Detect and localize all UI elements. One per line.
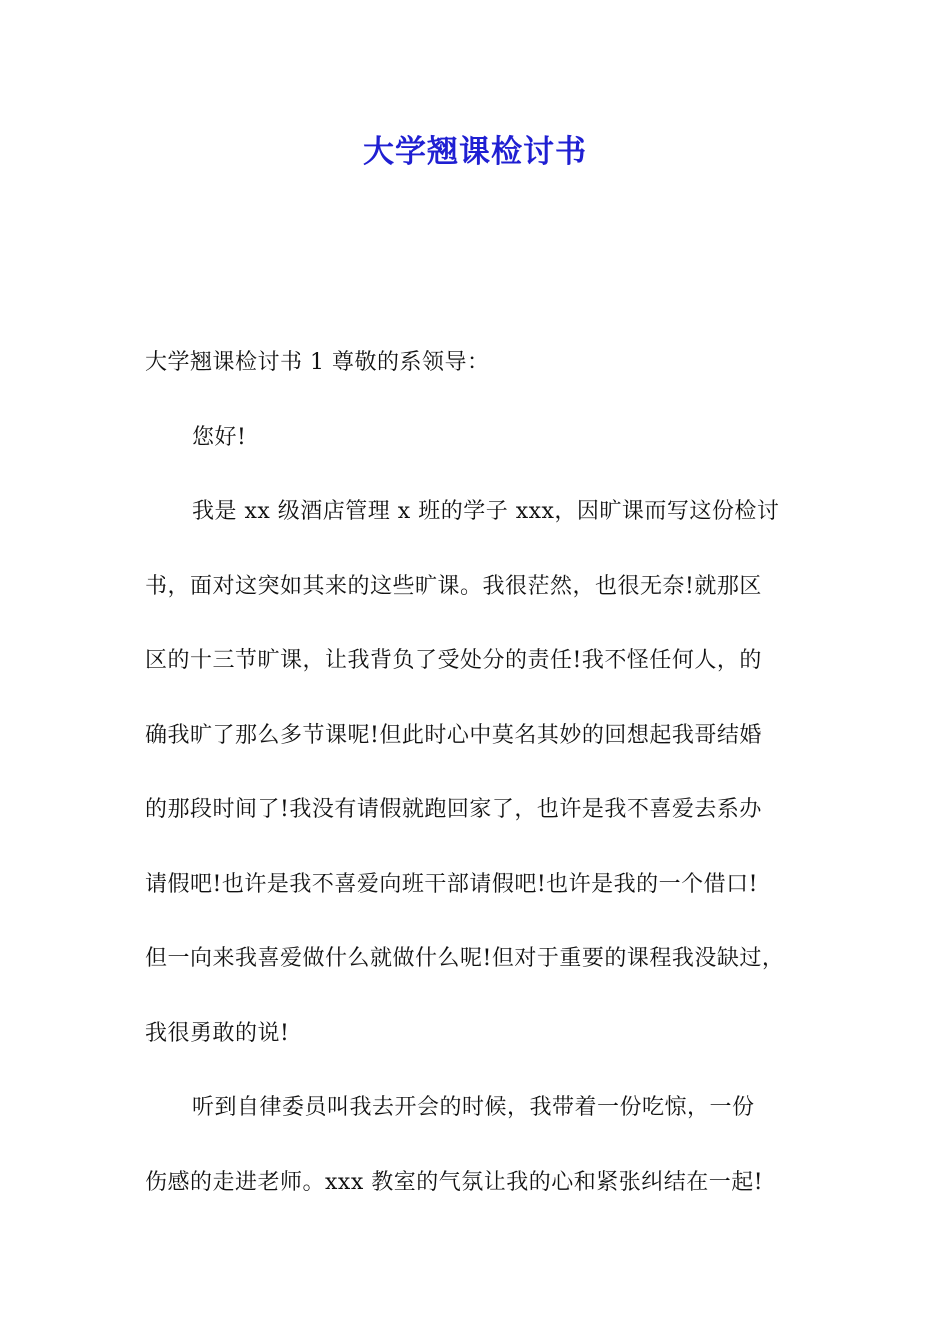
paragraph-line: 伤感的走进老师。xxx 教室的气氛让我的心和紧张纠结在一起! (145, 1169, 764, 1195)
document-title: 大学翘课检讨书 (363, 134, 587, 170)
paragraph-line: 听到自律委员叫我去开会的时候，我带着一份吃惊，一份 (192, 1095, 755, 1120)
paragraph-line: 的那段时间了!我没有请假就跑回家了，也许是我不喜爱去系办 (145, 797, 762, 822)
paragraph-line: 确我旷了那么多节课呢!但此时心中莫名其妙的回想起我哥结婚 (145, 722, 762, 748)
paragraph-line: 您好! (192, 424, 247, 450)
document-body (145, 339, 835, 1233)
paragraph-line: 但一向来我喜爱做什么就做什么呢!但对于重要的课程我没缺过， (145, 946, 785, 971)
paragraph-line: 大学翘课检讨书 1 尊敬的系领导： (145, 350, 490, 375)
paragraph-line: 我很勇敢的说! (145, 1020, 290, 1046)
paragraph-line: 区的十三节旷课，让我背负了受处分的责任!我不怪任何人，的 (145, 648, 762, 673)
paragraph-line: 我是 xx 级酒店管理 x 班的学子 xxx，因旷课而写这份检讨 (192, 499, 780, 524)
paragraph-line: 请假吧!也许是我不喜爱向班干部请假吧!也许是我的一个借口! (145, 871, 759, 897)
paragraph-line: 书，面对这突如其来的这些旷课。我很茫然，也很无奈!就那区 (145, 573, 762, 599)
